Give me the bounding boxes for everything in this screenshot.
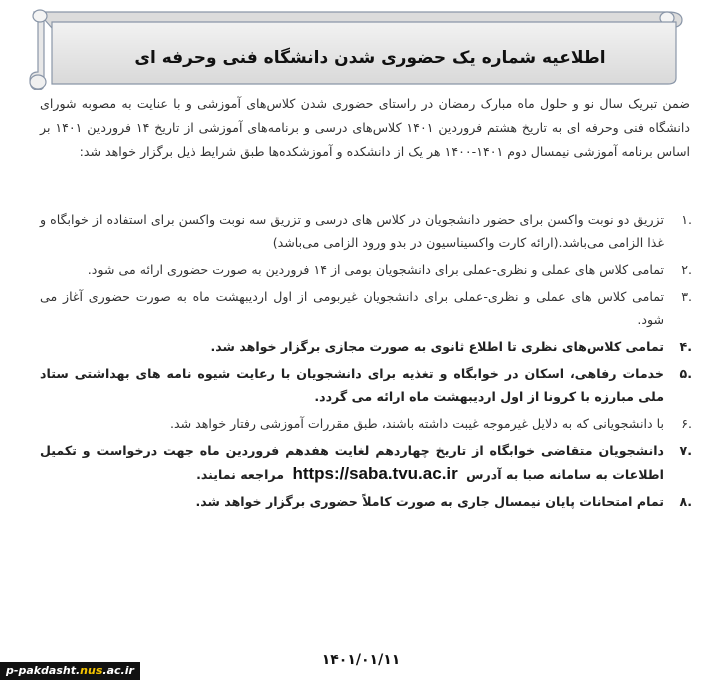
list-item xyxy=(40,335,692,358)
item-text: تمام امتحانات پایان نیمسال جاری به صورت کاملاً حضوری برگزار خواهد شد. xyxy=(195,494,664,509)
item-text: خدمات رفاهی، اسکان در خوابگاه و تغذیه برای دانشجویان با رعایت شیوه نامه های بهداشتی ستاد ملی مبارزه با کرونا از اول اردیبهشت ماه ارائه می گردد. xyxy=(40,366,664,404)
item-number: .۴ xyxy=(679,339,692,354)
list-item xyxy=(40,258,692,281)
scroll-banner xyxy=(28,6,692,90)
list-item xyxy=(40,490,692,513)
intro-text: ضمن تبریک سال نو و حلول ماه مبارک رمضان در راستای حضوری شدن کلاس‌های آموزشی و با عنایت به مصوبه شورای دانشگاه فنی وحرفه ای به تاریخ هشتم فروردین ۱۴۰۱ کلاس‌های درسی و برنامه‌های آموزشی از تاریخ ۱۴ فروردین ۱۴۰۱ بر اساس برنامه آموزشی نیمسال دوم ۱۴۰۱-۱۴۰۰ هر یک از دانشکده و آموزشکده‌ها طبق شرایط ذیل برگزار خواهد شد: xyxy=(40,96,690,159)
item-text: تزریق دو نوبت واکسن برای حضور دانشجویان در کلاس های درسی و تزریق سه نوبت واکسن برای استفاده از خوابگاه و غذا الزامی می‌باشد.(ارائه کارت واکسیناسیون در بدو ورود الزامی می‌باشد) xyxy=(40,212,664,250)
item-number: .۵ xyxy=(679,366,692,381)
list-item xyxy=(40,439,692,486)
list-item xyxy=(40,285,692,331)
page-title: اطلاعیه شماره یک حضوری شدن دانشگاه فنی وحرفه ای xyxy=(134,48,606,68)
item-number: .۶ xyxy=(681,416,692,431)
intro-paragraph xyxy=(40,92,690,164)
watermark-prefix: p-pakdasht. xyxy=(6,664,81,677)
watermark-suffix: .ac.ir xyxy=(102,664,134,677)
item-text: تمامی کلاس های عملی و نظری-عملی برای دانشجویان غیربومی از اول اردیبهشت ماه به صورت حضوری آغاز می شود. xyxy=(40,289,664,327)
list-item xyxy=(40,412,692,435)
item-number: .۱ xyxy=(681,212,692,227)
announcement-date: ۱۴۰۱/۰۱/۱۱ xyxy=(321,652,401,668)
list-item xyxy=(40,208,692,254)
watermark-accent: nus xyxy=(80,664,103,677)
item-text-after: مراجعه نمایند. xyxy=(196,467,285,482)
site-watermark xyxy=(0,662,140,680)
item-text: با دانشجویانی که به دلایل غیرموجه غیبت داشته باشند، طبق مقررات آموزشی رفتار خواهد شد. xyxy=(169,416,664,431)
saba-link[interactable]: https://saba.tvu.ac.ir xyxy=(292,464,458,483)
list-item xyxy=(40,362,692,408)
item-number: .۷ xyxy=(679,443,692,458)
item-number: .۸ xyxy=(679,494,692,509)
conditions-list xyxy=(40,208,692,517)
item-number: .۲ xyxy=(681,262,692,277)
item-text: تمامی کلاس‌های نظری تا اطلاع ثانوی به صورت مجازی برگزار خواهد شد. xyxy=(210,339,664,354)
item-number: .۳ xyxy=(681,289,692,304)
item-text-before: دانشجویان متقاضی خوابگاه از تاریخ چهاردهم لغایت هفدهم فروردین ماه جهت درخواست و تکمیل اطلاعات به سامانه صبا به آدرس xyxy=(40,443,664,482)
item-text: تمامی کلاس های عملی و نظری-عملی برای دانشجویان بومی از ۱۴ فروردین به صورت حضوری ارائه می شود. xyxy=(87,262,664,277)
item-text xyxy=(40,439,664,486)
